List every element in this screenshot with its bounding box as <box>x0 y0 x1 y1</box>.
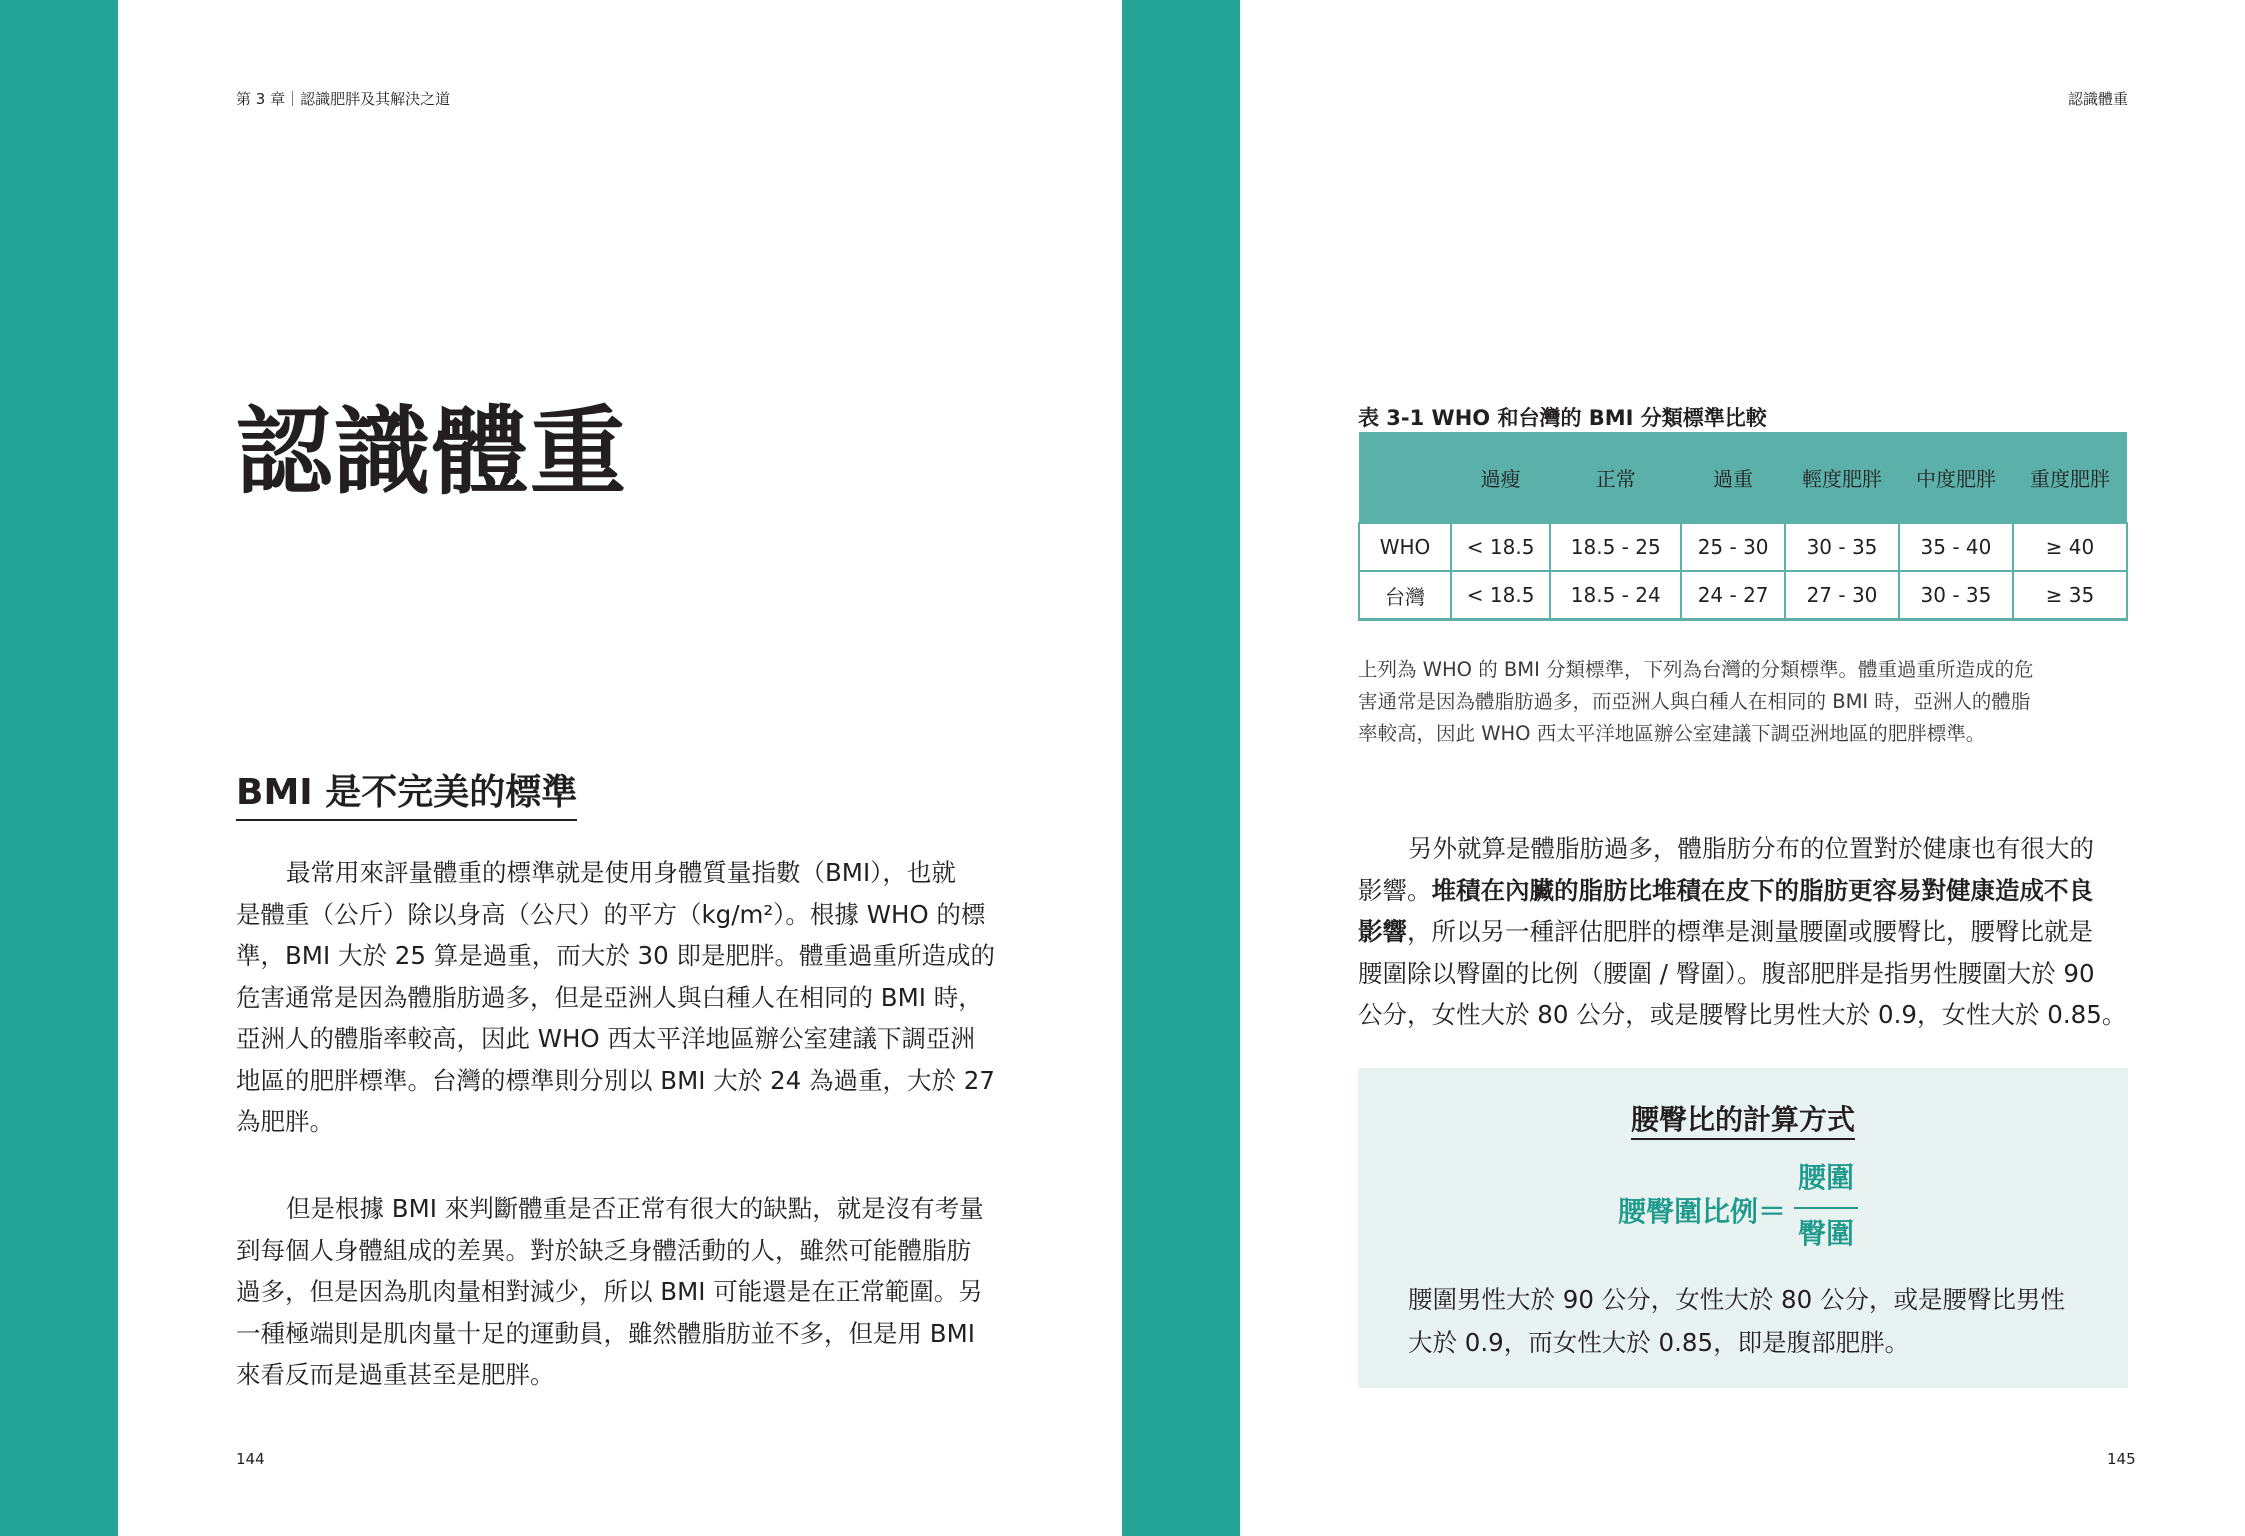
text-line: 一種極端則是肌肉量十足的運動員，雖然體脂肪並不多，但是用 BMI <box>236 1318 975 1348</box>
text-line: 上列為 WHO 的 BMI 分類標準，下列為台灣的分類標準。體重過重所造成的危 <box>1358 658 2034 681</box>
fat-distribution-paragraph <box>1358 828 2128 1036</box>
text-line: 腰圍男性大於 90 公分，女性大於 80 公分，或是腰臀比男性 <box>1408 1285 2065 1314</box>
table-cell: 30 - 35 <box>1785 523 1899 571</box>
center-gutter-bar <box>1122 0 1240 1536</box>
table-header-cell <box>1359 432 1451 523</box>
text-line: 大於 0.9，而女性大於 0.85，即是腹部肥胖。 <box>1408 1328 1910 1357</box>
text-line: 影響。 <box>1358 875 1432 905</box>
table-cell: < 18.5 <box>1451 571 1550 620</box>
table-header-cell: 重度肥胖 <box>2013 432 2127 523</box>
text-line: 過多，但是因為肌肉量相對減少，所以 BMI 可能還是在正常範圍。另 <box>236 1277 983 1306</box>
text-line: 但是根據 BMI 來判斷體重是否正常有很大的缺點，就是沒有考量 <box>286 1194 984 1223</box>
text-line: 害通常是因為體脂肪過多，而亞洲人與白種人在相同的 BMI 時，亞洲人的體脂 <box>1358 690 2031 713</box>
section-heading: BMI 是不完美的標準 <box>236 772 577 821</box>
right-page-header: 認識體重 <box>2068 90 2129 108</box>
right-page-number: 145 <box>2107 1450 2136 1468</box>
text-line: 準，BMI 大於 25 算是過重，而大於 30 即是肥胖。體重過重所造成的 <box>236 941 995 970</box>
box-title <box>1358 1098 2128 1138</box>
table-header-cell: 輕度肥胖 <box>1785 432 1899 523</box>
emphasis-text: 堆積在內臟的脂肪比堆積在皮下的脂肪更容易對健康造成不良 <box>1431 875 2093 905</box>
table-header-cell: 正常 <box>1550 432 1681 523</box>
text-line: 另外就算是體脂肪過多，體脂肪分布的位置對於健康也有很大的 <box>1408 834 2094 863</box>
table-cell: 30 - 35 <box>1899 571 2013 620</box>
text-line: 地區的肥胖標準。台灣的標準則分別以 BMI 大於 24 為過重，大於 27 <box>236 1065 995 1095</box>
chapter-title: 認識體重 <box>236 396 628 508</box>
text-line: 為肥胖。 <box>236 1107 334 1136</box>
table-header-row <box>1359 432 2127 523</box>
formula-lhs: 腰臀圍比例＝ <box>1618 1195 1787 1228</box>
table-title: 表 3-1 WHO 和台灣的 BMI 分類標準比較 <box>1358 406 1767 430</box>
text-line: 到每個人身體組成的差異。對於缺乏身體活動的人，雖然可能體脂肪 <box>236 1235 971 1265</box>
left-page-number: 144 <box>236 1450 265 1468</box>
left-edge-bar <box>0 0 118 1536</box>
table-header-cell: 過重 <box>1681 432 1785 523</box>
table-cell: 18.5 - 25 <box>1550 523 1681 571</box>
box-text <box>1408 1278 2088 1364</box>
formula-denominator: 臀圍 <box>1798 1217 1855 1250</box>
bmi-comparison-table <box>1358 432 2128 621</box>
table-row <box>1359 571 2127 620</box>
waist-hip-ratio-box <box>1358 1068 2128 1388</box>
table-cell: WHO <box>1359 523 1451 571</box>
text-line: 腰圍除以臀圍的比例（腰圍 / 臀圍）。腹部肥胖是指男性腰圍大於 90 <box>1358 958 2095 988</box>
bmi-paragraph-2 <box>236 1188 1004 1396</box>
table-row <box>1359 523 2127 571</box>
text-line: 是體重（公斤）除以身高（公尺）的平方（kg/m²）。根據 WHO 的標 <box>236 899 986 929</box>
table-cell: 27 - 30 <box>1785 571 1899 620</box>
text-line: ，所以另一種評估肥胖的標準是測量腰圍或腰臀比，腰臀比就是 <box>1407 917 2093 946</box>
table-header-cell: 中度肥胖 <box>1899 432 2013 523</box>
text-line: 來看反而是過重甚至是肥胖。 <box>236 1360 555 1389</box>
table-cell: 24 - 27 <box>1681 571 1785 620</box>
text-line: 亞洲人的體脂率較高，因此 WHO 西太平洋地區辦公室建議下調亞洲 <box>236 1024 976 1053</box>
text-line: 危害通常是因為體脂肪過多，但是亞洲人與白種人在相同的 BMI 時， <box>236 982 983 1012</box>
fraction-bar <box>1794 1207 1858 1209</box>
box-title-text: 腰臀比的計算方式 <box>1631 1103 1855 1140</box>
text-line: 最常用來評量體重的標準就是使用身體質量指數（BMI），也就 <box>286 858 956 887</box>
text-line: 率較高，因此 WHO 西太平洋地區辦公室建議下調亞洲地區的肥胖標準。 <box>1358 722 1986 745</box>
text-line: 公分，女性大於 80 公分，或是腰臀比男性大於 0.9，女性大於 0.85。 <box>1358 1000 2127 1029</box>
table-header-cell: 過瘦 <box>1451 432 1550 523</box>
left-page-header: 第 3 章｜認識肥胖及其解決之道 <box>236 90 451 108</box>
table-cell: ≥ 40 <box>2013 523 2127 571</box>
table-cell: < 18.5 <box>1451 523 1550 571</box>
emphasis-text: 影響 <box>1358 917 1407 946</box>
table-cell: ≥ 35 <box>2013 571 2127 620</box>
table-caption <box>1358 654 2128 750</box>
table-cell: 35 - 40 <box>1899 523 2013 571</box>
formula-numerator: 腰圍 <box>1798 1161 1855 1194</box>
table-cell: 台灣 <box>1359 571 1451 620</box>
table-cell: 25 - 30 <box>1681 523 1785 571</box>
table-cell: 18.5 - 24 <box>1550 571 1681 620</box>
bmi-paragraph-1 <box>236 852 1004 1143</box>
